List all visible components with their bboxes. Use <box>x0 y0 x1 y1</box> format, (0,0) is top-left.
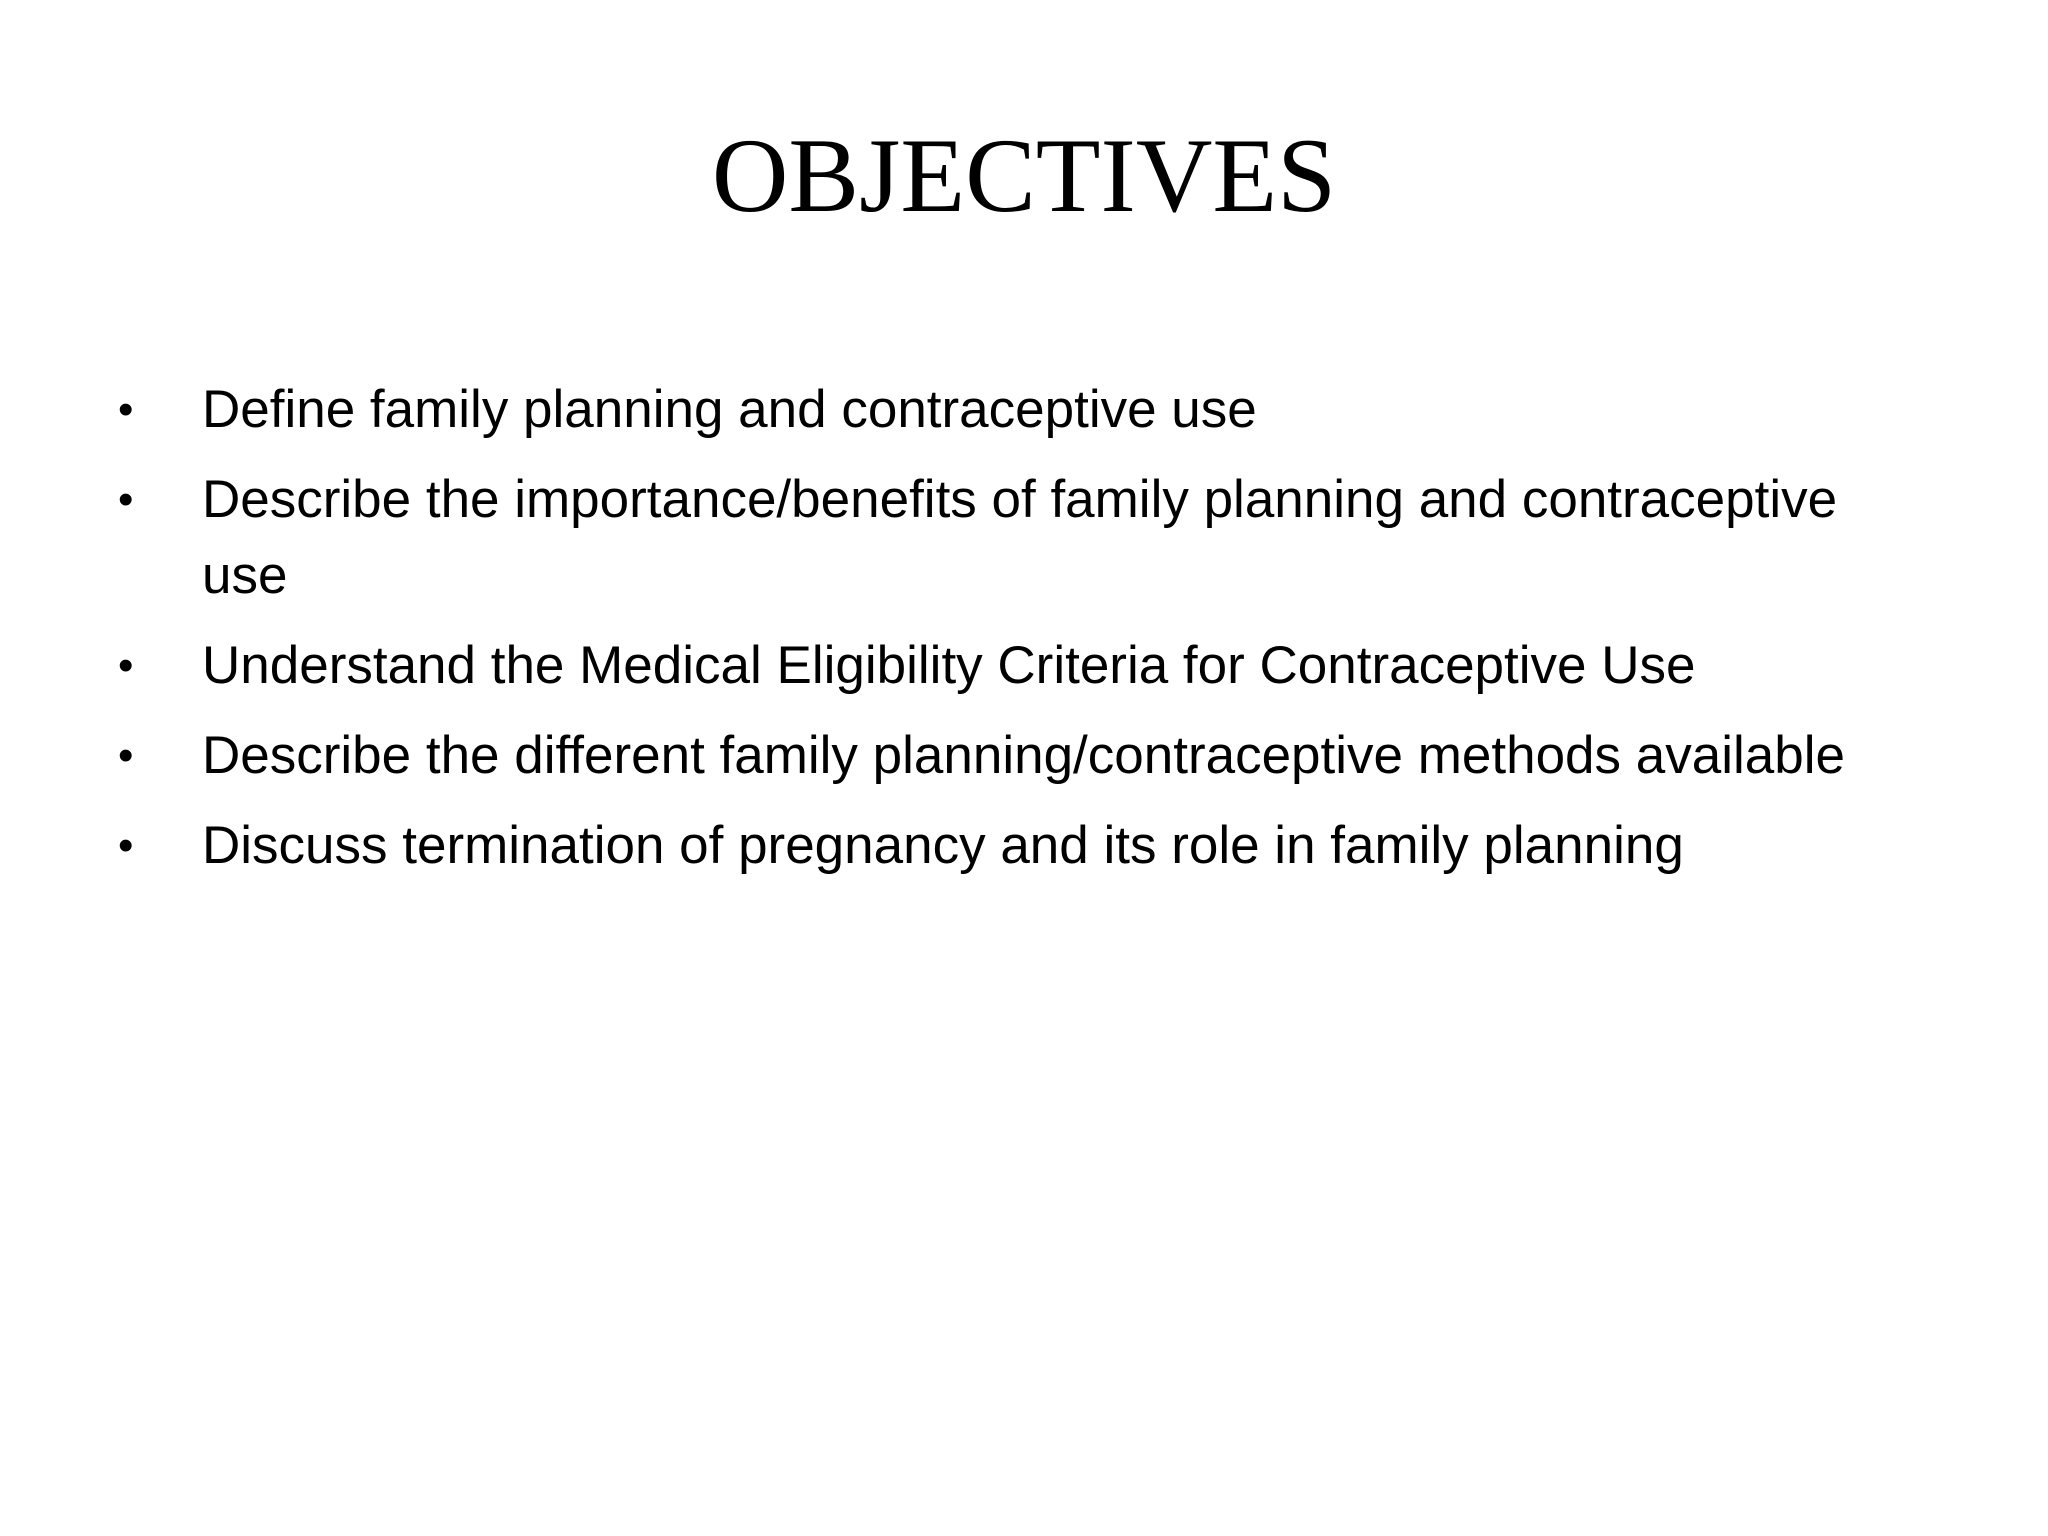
bullet-icon: • <box>118 641 134 690</box>
bullet-text: Discuss termination of pregnancy and its role in family planning <box>202 816 1684 875</box>
list-item <box>118 718 1898 794</box>
list-item <box>118 372 1898 448</box>
bullet-text: Define family planning and contraceptive use <box>202 380 1257 439</box>
bullet-text: Describe the different family planning/contraceptive methods available <box>202 726 1845 785</box>
bullet-text: Describe the importance/benefits of family planning and contraceptive use <box>202 470 1838 605</box>
bullet-icon: • <box>118 731 134 780</box>
objectives-list <box>118 372 1898 898</box>
list-item <box>118 808 1898 884</box>
bullet-text: Understand the Medical Eligibility Criteria for Contraceptive Use <box>202 636 1696 695</box>
list-item <box>118 628 1898 704</box>
list-item <box>118 462 1898 614</box>
bullet-icon: • <box>118 385 134 434</box>
bullet-icon: • <box>118 475 134 524</box>
bullet-icon: • <box>118 821 134 870</box>
slide-title: OBJECTIVES <box>711 117 1337 234</box>
